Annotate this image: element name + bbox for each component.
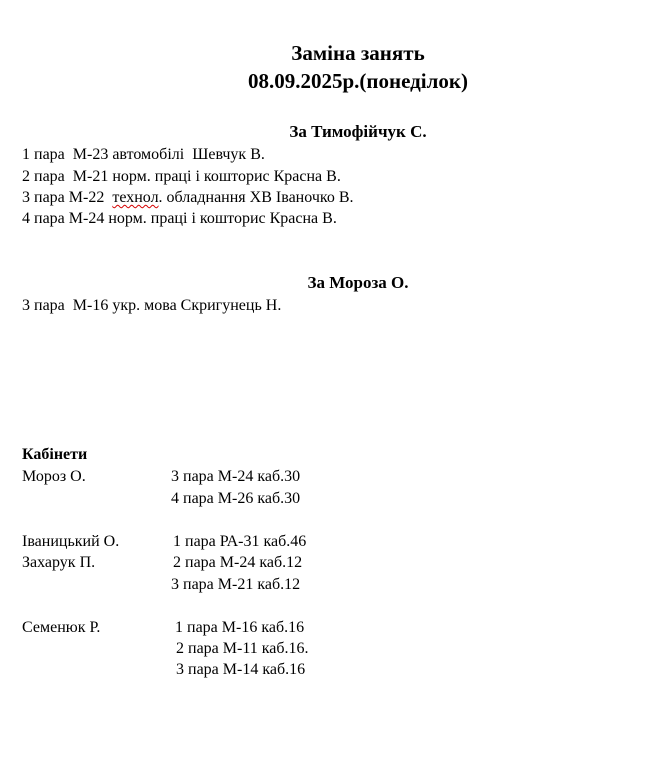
- cabinet-entry: 3 пара М-24 каб.30: [171, 468, 301, 485]
- replacement-line: 3 пара М-16 укр. мова Скригунець Н.: [22, 297, 282, 314]
- teacher-name: Захарук П.: [22, 554, 96, 571]
- page-title: Заміна занять: [291, 41, 425, 65]
- cabinet-entry: 2 пара М-24 каб.12: [173, 554, 303, 571]
- replacement-line-start: 3 пара М-22: [22, 189, 113, 206]
- replacement-line: 4 пара М-24 норм. праці і кошторис Красна В.: [22, 210, 337, 227]
- cabinet-entry: 3 пара М-21 каб.12: [171, 576, 301, 593]
- page-date: 08.09.2025р.(понеділок): [248, 69, 468, 93]
- cabinets-heading: Кабінети: [22, 446, 88, 463]
- cabinet-entry: 1 пара РА-31 каб.46: [173, 533, 307, 550]
- cabinet-entry: 3 пара М-14 каб.16: [176, 661, 306, 678]
- replacement-line: [22, 187, 354, 208]
- cabinet-entry: 2 пара М-11 каб.16.: [176, 640, 309, 657]
- spellcheck-marked-word: технол: [112, 189, 159, 206]
- cabinet-entry: 1 пара М-16 каб.16: [175, 619, 305, 636]
- teacher-name: Семенюк Р.: [22, 619, 101, 636]
- section-heading-tymofiychuk: За Тимофійчук С.: [289, 122, 427, 141]
- section-heading-moroz: За Мороза О.: [307, 273, 409, 292]
- teacher-name: Іваницький О.: [22, 533, 120, 550]
- replacement-line: 2 пара М-21 норм. праці і кошторис Красна В.: [22, 168, 341, 185]
- replacement-line-end: . обладнання ХВ Іваночко В.: [158, 189, 354, 206]
- cabinet-entry: 4 пара М-26 каб.30: [171, 490, 301, 507]
- teacher-name: Мороз О.: [22, 468, 86, 485]
- replacement-line: 1 пара М-23 автомобілі Шевчук В.: [22, 146, 265, 163]
